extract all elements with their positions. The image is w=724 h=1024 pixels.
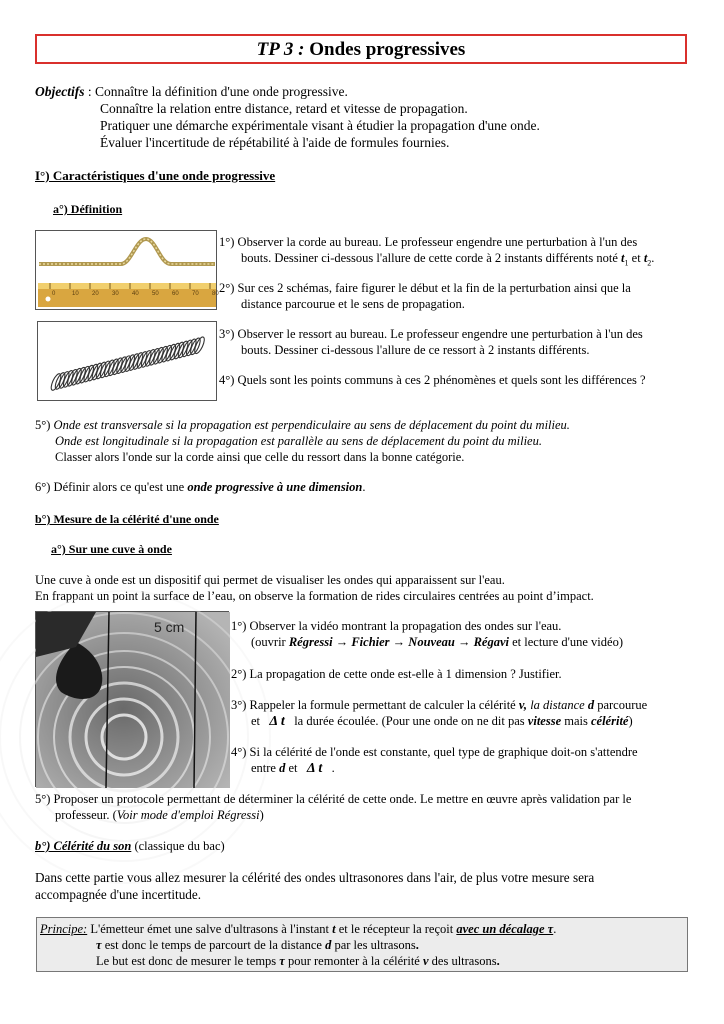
ruler-tick-label: 20 [92,291,99,297]
principe-l1d: . [553,922,557,936]
mode-emploi-ref: Voir mode d'emploi Régressi [116,808,260,822]
section-1a-heading: a°) Définition [53,202,123,216]
word-vitesse: vitesse [527,714,562,728]
q5-longitudinale: Onde est longitudinale si la propagation est parallèle au sens de déplacement du point du milieu. [55,434,542,448]
principe-line-1 [40,922,556,937]
cuve-q1-open: (ouvrir [251,635,289,649]
t2-sub: 2 [647,258,652,268]
d-symbol-2: d [279,761,286,775]
spring-illustration [38,322,218,402]
cuve-q4-et: et [285,761,301,775]
son-heading [35,839,225,854]
principe-label: Principe: [40,922,88,936]
cuve-q1-line-1: 1°) Observer la vidéo montrant la propagation des ondes sur l'eau. [231,619,562,633]
objectif-3: Pratiquer une démarche expérimentale visant à étudier la propagation d'une onde. [100,118,540,133]
ruler-tick-label: 0 [52,291,56,297]
v-symbol: v, [518,698,528,712]
cuve-intro-1: Une cuve à onde est un dispositif qui permet de visualiser les ondes qui apparaissent sur l'eau. [35,573,505,587]
cuve-q5-prof: professeur. ( [55,808,117,822]
title-text: Ondes progressives [309,39,466,60]
t1-sub: 1 [624,258,629,268]
delta-t-symbol: Δ t [269,714,285,729]
q5-num: 5°) [35,418,54,432]
word-celerite: célérité [590,714,629,728]
principe-l1b: et le récepteur la reçoit [335,922,457,936]
ruler-tick-label: 70 [192,291,199,297]
principe-line-2 [96,938,419,953]
photo-label-5cm: 5 cm [154,619,185,635]
q1-dot: . [651,251,655,265]
cuve-q3-line-2 [251,714,633,729]
principe-l2b: par les ultrasons [331,938,416,952]
ruler-tick-label: 50 [152,291,159,297]
q6-term: onde progressive à une dimension [187,480,363,494]
ruler-tick-label: 60 [172,291,179,297]
q5-transversale: Onde est transversale si la propagation est perpendiculaire au sens de déplacement du point du milieu. [53,418,570,432]
q1-et: et [628,251,644,265]
cuve-q4-line-1: 4°) Si la célérité de l'onde est constante, quel type de graphique doit-on s'attendre [231,745,638,759]
principe-d: d [325,938,332,952]
q5-classer: Classer alors l'onde sur la corde ainsi que celle du ressort dans la bonne catégorie. [55,450,465,464]
q2-line-2: distance parcourue et le sens de propagation. [241,297,465,311]
cuve-q3-close: ) [628,714,633,728]
rope-image [35,230,217,310]
cuve-q5-line-2 [55,808,264,823]
cuve-q3-distance: la distance [527,698,588,712]
spring-image [37,321,217,401]
section-b-heading: b°) Mesure de la célérité d'une onde [35,512,219,526]
son-heading-title: b°) Célérité du son [35,839,132,853]
cuve-q3-et: et [251,714,261,728]
cuve-q3-duree: la durée écoulée. (Pour une onde on ne dit pas [294,714,528,728]
son-para-1: Dans cette partie vous allez mesurer la célérité des ondes ultrasonores dans l'air, de plus votre mesure sera [35,870,595,885]
q1-line-2 [241,251,654,271]
q1-line-2-text: bouts. Dessiner ci-dessous l'allure de cette corde à 2 instants différents noté [241,251,622,265]
ruler-tick-label: 80 [212,291,219,297]
cuve-q5-line-1: 5°) Proposer un protocole permettant de déterminer la célérité de cette onde. Le mettre en œuvre après validation par le [35,792,632,806]
q6-post: . [362,480,366,494]
principe-tau: τ [96,938,102,952]
objectifs-label: Objectifs [35,84,85,99]
section-b-a-heading: a°) Sur une cuve à onde [51,542,172,556]
q2-line-1: 2°) Sur ces 2 schémas, faire figurer le début et la fin de la perturbation ainsi que la [219,281,631,295]
ruler-tick-label: 40 [132,291,139,297]
cuve-q3-a: 3°) Rappeler la formule permettant de calculer la célérité [231,698,519,712]
principe-l3d: . [496,954,500,968]
t2-symbol: t [643,251,648,265]
q5-line-1 [35,418,570,433]
son-heading-suffix: (classique du bac) [131,839,225,853]
regressi-menu-path: Régressi → Fichier → Nouveau → Régavi [288,635,509,649]
ruler-tick-label: 10 [72,291,79,297]
son-para-2: accompagnée d'une incertitude. [35,887,202,902]
cuve-intro-2: En frappant un point la surface de l’eau, on observe la formation de rides circulaires centrées au point d’impact. [35,589,594,603]
ripple-tank-photo [35,611,229,787]
cuve-q3-mais: mais [561,714,591,728]
principe-l3b: pour remonter à la célérité [284,954,423,968]
q6-pre: 6°) Définir alors ce qu'est une [35,480,188,494]
q3-line-1: 3°) Observer le ressort au bureau. Le professeur engendre une perturbation à l'un des [219,327,643,341]
rope-illustration [36,231,218,311]
principe-decalage: avec un décalage τ [456,922,554,936]
principe-line-3 [96,954,500,969]
ripple-illustration [36,612,230,788]
page-title [35,34,687,64]
objectifs-sep: : [84,84,96,99]
objectifs-line-1 [35,84,348,99]
cuve-q3-line-1 [231,698,647,713]
q1-line-1: 1°) Observer la corde au bureau. Le professeur engendre une perturbation à l'un des [219,235,638,249]
cuve-q1-line-2 [251,635,623,650]
cuve-q5-close: ) [259,808,264,822]
principe-l2a: est donc le temps de parcourt de la distance [101,938,326,952]
d-symbol: d [587,698,595,712]
principe-t: t [332,922,336,936]
cuve-q4-entre: entre [251,761,280,775]
principe-l1a: L'émetteur émet une salve d'ultrasons à l'instant [87,922,333,936]
principe-v: v [422,954,429,968]
delta-t-symbol-2: Δ t [306,761,323,776]
principe-l2c: . [415,938,419,952]
title-prefix: TP 3 : [256,39,305,60]
q3-line-2: bouts. Dessiner ci-dessous l'allure de ce ressort à 2 instants différents. [241,343,590,357]
principe-l3a: Le but est donc de mesurer le temps [96,954,280,968]
cuve-q4-dot: . [331,761,335,775]
cuve-q3-parcourue: parcourue [594,698,648,712]
t1-symbol: t [621,251,625,265]
objectif-4: Évaluer l'incertitude de répétabilité à l'aide de formules fournies. [100,135,450,150]
cuve-q1-close: et lecture d'une vidéo) [508,635,623,649]
q4-line: 4°) Quels sont les points communs à ces 2 phénomènes et quels sont les différences ? [219,373,646,387]
ruler-tick-label: 30 [112,291,119,297]
principe-tau-2: τ [279,954,285,968]
objectif-1: Connaître la définition d'une onde progressive. [95,84,348,99]
section-1-heading: I°) Caractéristiques d'une onde progressive [35,168,276,183]
cuve-q4-line-2 [251,761,335,776]
objectif-2: Connaître la relation entre distance, retard et vitesse de propagation. [100,101,468,116]
q6-line [35,480,365,495]
cuve-q2-line: 2°) La propagation de cette onde est-elle à 1 dimension ? Justifier. [231,667,562,681]
principe-l3c: des ultrasons [428,954,497,968]
